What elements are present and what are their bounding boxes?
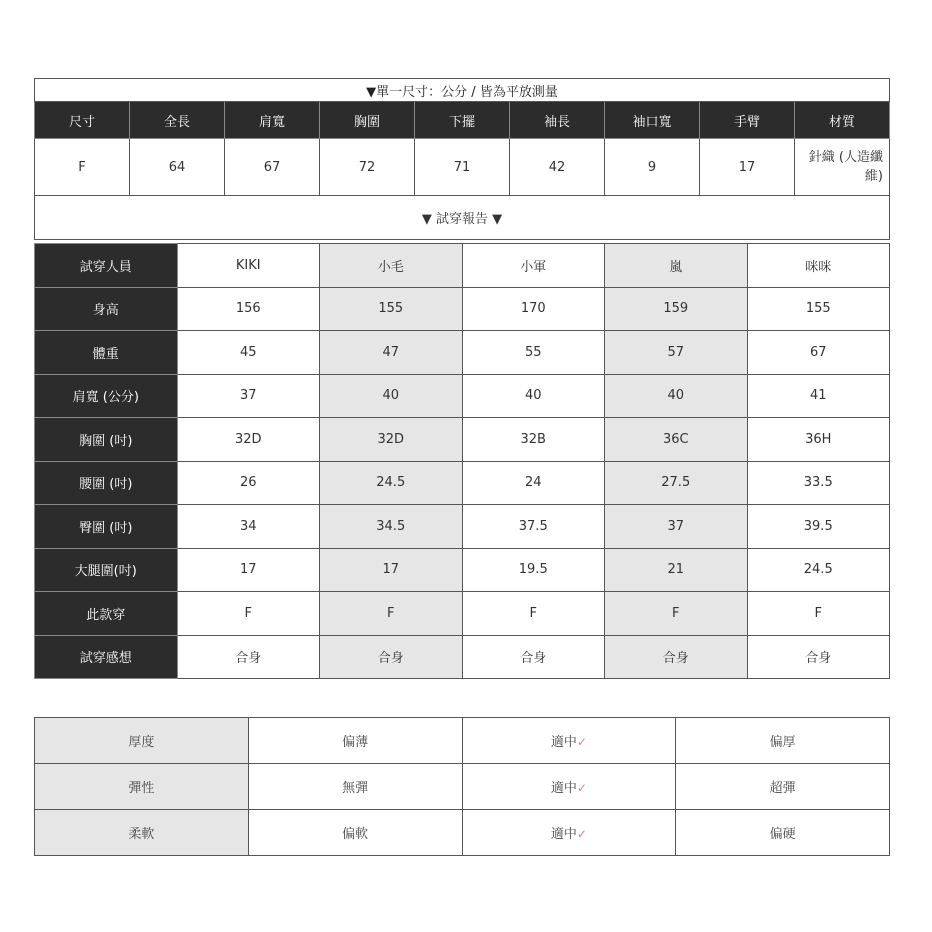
tryon-cell: 37.5: [462, 505, 605, 549]
header-cell: 材質: [795, 102, 890, 139]
fabric-option-label: 適中: [550, 735, 577, 750]
tryon-row: [35, 461, 890, 505]
tryon-cell: 47: [320, 331, 463, 375]
tryon-cell: 21: [605, 548, 748, 592]
tryon-cell: 合身: [177, 635, 320, 679]
tryon-row-label: 腰圍 (吋): [35, 461, 178, 505]
header-cell: 下擺: [415, 102, 510, 139]
fabric-option: [676, 718, 890, 764]
tryon-row: [35, 331, 890, 375]
fabric-option: [676, 764, 890, 810]
fabric-table: [34, 717, 890, 856]
tryon-cell: 嵐: [605, 244, 748, 288]
fabric-body: [35, 718, 890, 856]
value-cell: F: [35, 139, 130, 196]
tryon-cell: 40: [320, 374, 463, 418]
fabric-option: [462, 764, 676, 810]
value-cell: 42: [510, 139, 605, 196]
tryon-cell: 67: [747, 331, 890, 375]
header-cell: 全長: [130, 102, 225, 139]
tryon-row-label: 體重: [35, 331, 178, 375]
header-cell: 胸圍: [320, 102, 415, 139]
tryon-cell: 咪咪: [747, 244, 890, 288]
tryon-cell: 24.5: [747, 548, 890, 592]
tryon-cell: 40: [462, 374, 605, 418]
tryon-row-label: 肩寬 (公分): [35, 374, 178, 418]
tryon-cell: 32B: [462, 418, 605, 462]
fabric-option-label: 適中: [550, 827, 577, 842]
tryon-cell: 17: [320, 548, 463, 592]
tryon-cell: F: [462, 592, 605, 636]
report-title: ▼ 試穿報告 ▼: [35, 196, 890, 240]
size-table: [34, 78, 890, 240]
tryon-row: [35, 635, 890, 679]
tryon-cell: 41: [747, 374, 890, 418]
tryon-cell: 27.5: [605, 461, 748, 505]
tryon-cell: 39.5: [747, 505, 890, 549]
tryon-cell: 40: [605, 374, 748, 418]
fabric-option-label: 適中: [550, 781, 577, 796]
value-cell: 64: [130, 139, 225, 196]
header-cell: 尺寸: [35, 102, 130, 139]
tryon-row: [35, 374, 890, 418]
tryon-cell: F: [177, 592, 320, 636]
fabric-option: [248, 810, 462, 856]
tryon-cell: 小軍: [462, 244, 605, 288]
fabric-row-label: 厚度: [35, 718, 249, 764]
tryon-cell: 45: [177, 331, 320, 375]
header-cell: 手臂: [700, 102, 795, 139]
fabric-row: [35, 764, 890, 810]
fabric-option-label: 偏軟: [342, 827, 369, 842]
tryon-cell: 32D: [320, 418, 463, 462]
tryon-cell: 小毛: [320, 244, 463, 288]
fabric-option-label: 偏硬: [769, 827, 796, 842]
tryon-cell: 159: [605, 287, 748, 331]
tryon-cell: 17: [177, 548, 320, 592]
fabric-option-label: 超彈: [769, 781, 796, 796]
fabric-option: [462, 718, 676, 764]
fabric-option-label: 偏薄: [342, 735, 369, 750]
tryon-row-label: 身高: [35, 287, 178, 331]
header-cell: 肩寬: [225, 102, 320, 139]
fabric-row: [35, 810, 890, 856]
tryon-row: [35, 548, 890, 592]
fabric-option-label: 偏厚: [769, 735, 796, 750]
fabric-option: [676, 810, 890, 856]
tryon-cell: 155: [320, 287, 463, 331]
tryon-row-label: 此款穿: [35, 592, 178, 636]
tryon-cell: 156: [177, 287, 320, 331]
tryon-row: [35, 244, 890, 288]
tryon-cell: 36C: [605, 418, 748, 462]
tryon-row: [35, 418, 890, 462]
tryon-row-label: 胸圍 (吋): [35, 418, 178, 462]
tryon-cell: 19.5: [462, 548, 605, 592]
tryon-row-label: 臀圍 (吋): [35, 505, 178, 549]
tryon-cell: 34: [177, 505, 320, 549]
value-cell: 17: [700, 139, 795, 196]
tryon-cell: 合身: [747, 635, 890, 679]
value-cell: 67: [225, 139, 320, 196]
check-icon: ✓: [576, 735, 587, 749]
fabric-row-label: 彈性: [35, 764, 249, 810]
value-cell: 9: [605, 139, 700, 196]
tryon-cell: 170: [462, 287, 605, 331]
tryon-cell: F: [747, 592, 890, 636]
tryon-cell: 合身: [605, 635, 748, 679]
tryon-cell: 26: [177, 461, 320, 505]
tryon-cell: 37: [177, 374, 320, 418]
tryon-cell: 合身: [462, 635, 605, 679]
fabric-option-label: 無彈: [342, 781, 369, 796]
tryon-cell: 34.5: [320, 505, 463, 549]
tryon-cell: 55: [462, 331, 605, 375]
tryon-cell: 57: [605, 331, 748, 375]
tryon-cell: 24.5: [320, 461, 463, 505]
value-cell: 72: [320, 139, 415, 196]
tryon-cell: 合身: [320, 635, 463, 679]
tryon-row-label: 試穿感想: [35, 635, 178, 679]
tryon-row: [35, 287, 890, 331]
value-cell: 71: [415, 139, 510, 196]
tryon-cell: 32D: [177, 418, 320, 462]
tryon-row: [35, 592, 890, 636]
fabric-option: [248, 718, 462, 764]
tryon-cell: F: [320, 592, 463, 636]
fabric-row: [35, 718, 890, 764]
tryon-row-label: 大腿圍(吋): [35, 548, 178, 592]
tryon-cell: F: [605, 592, 748, 636]
tryon-cell: KIKI: [177, 244, 320, 288]
check-icon: ✓: [576, 827, 587, 841]
tryon-table: [34, 243, 890, 679]
material-cell: 針織 (人造纖維): [795, 139, 890, 196]
header-cell: 袖長: [510, 102, 605, 139]
check-icon: ✓: [576, 781, 587, 795]
fabric-option: [248, 764, 462, 810]
tryon-body: [35, 244, 890, 679]
tryon-cell: 33.5: [747, 461, 890, 505]
tryon-cell: 24: [462, 461, 605, 505]
tryon-cell: 155: [747, 287, 890, 331]
fabric-row-label: 柔軟: [35, 810, 249, 856]
tryon-cell: 37: [605, 505, 748, 549]
size-table-title: ▼單一尺寸：公分 / 皆為平放測量: [35, 79, 890, 102]
fabric-option: [462, 810, 676, 856]
tryon-cell: 36H: [747, 418, 890, 462]
tryon-row-label: 試穿人員: [35, 244, 178, 288]
header-cell: 袖口寬: [605, 102, 700, 139]
tryon-row: [35, 505, 890, 549]
